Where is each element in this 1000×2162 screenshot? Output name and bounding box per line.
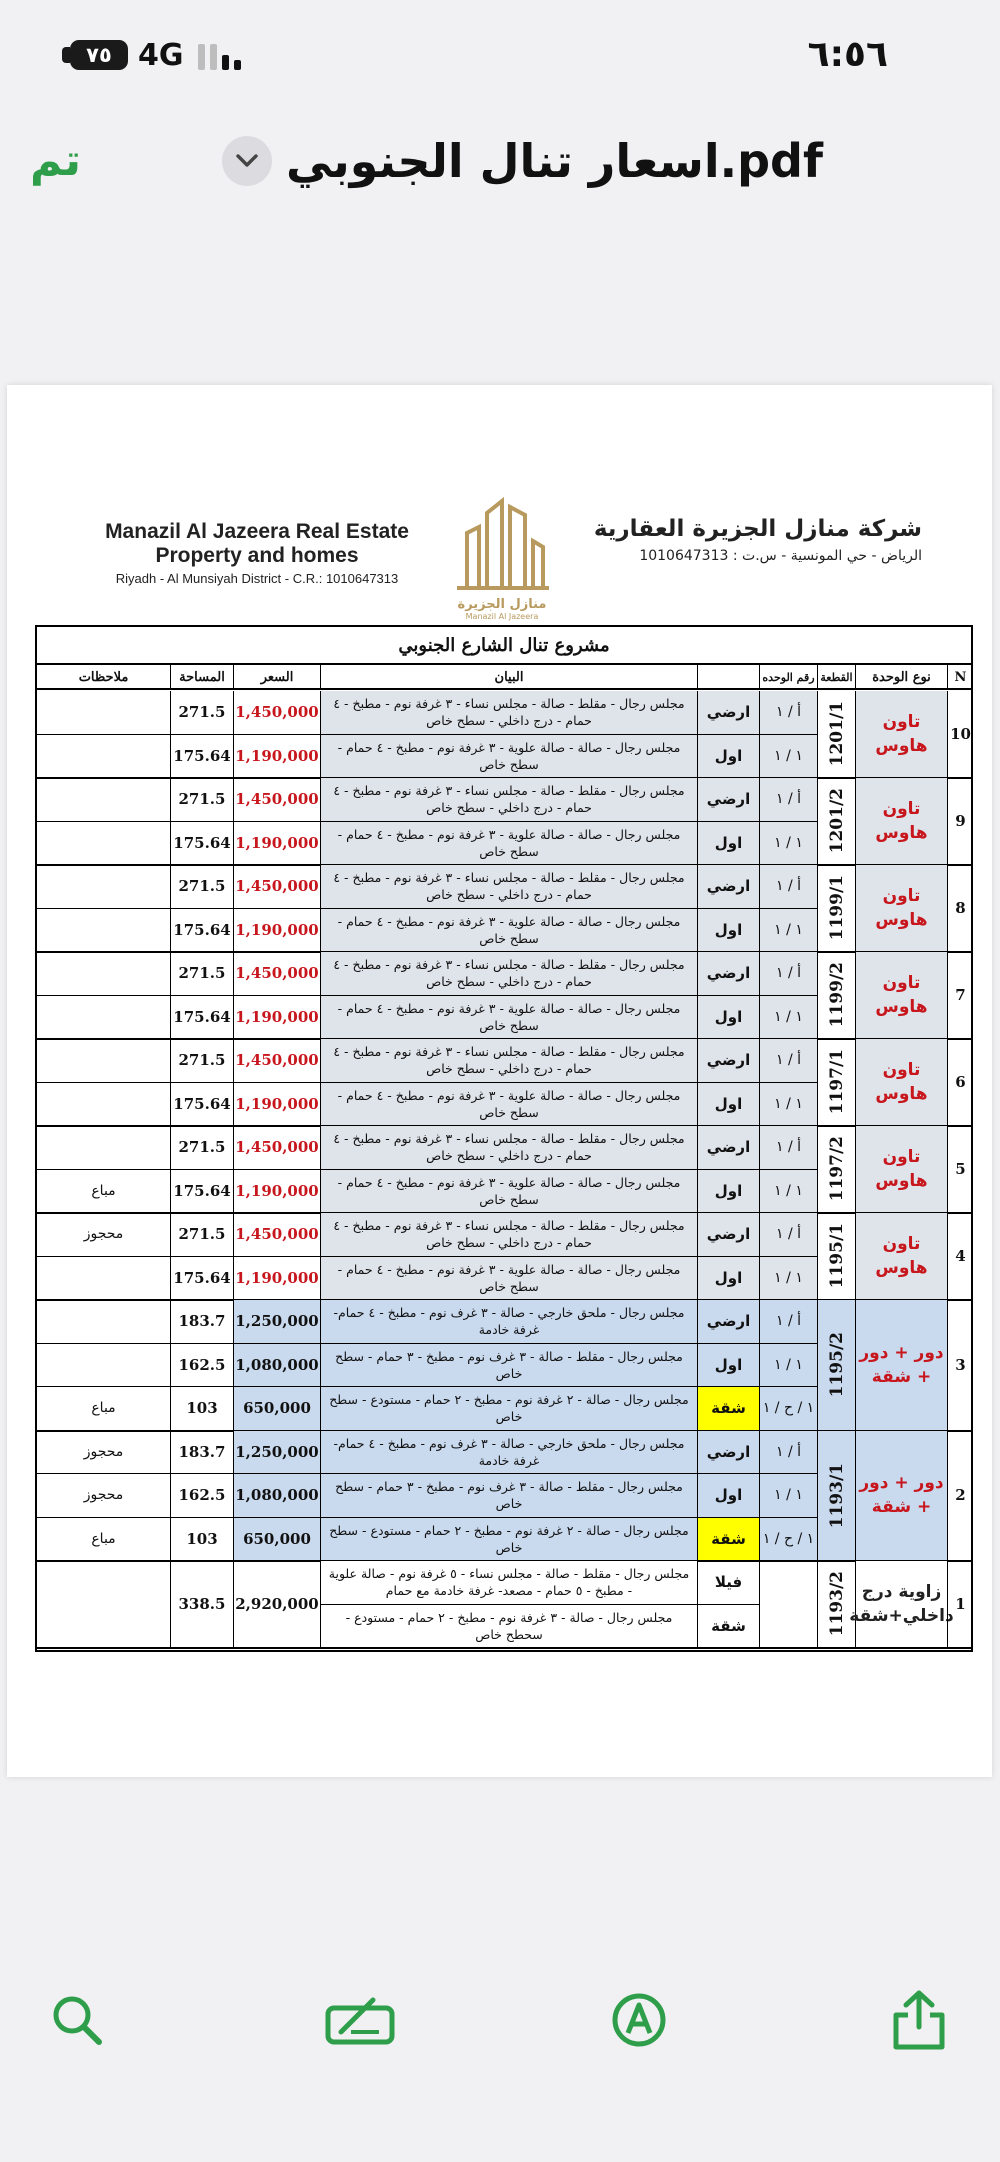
unit-price: 1,190,000 — [233, 909, 320, 953]
unit-level: ارضي — [697, 1431, 759, 1475]
unit-price: 1,190,000 — [233, 822, 320, 866]
unit-price: 1,450,000 — [233, 865, 320, 909]
unit-type-label: تاون هاوس — [875, 886, 928, 930]
row-index-label: 7 — [955, 986, 966, 1004]
unit-number: ١ / ١ — [759, 1257, 817, 1301]
unit-price: 1,450,000 — [233, 778, 320, 822]
unit-note — [37, 778, 170, 822]
plot-label: 1197/1 — [826, 1049, 847, 1115]
header-desc: البيان — [320, 665, 697, 690]
plot-label: 1193/2 — [826, 1571, 847, 1637]
unit-note — [37, 1257, 170, 1301]
unit-level: اول — [697, 996, 759, 1040]
row-index-label: 5 — [955, 1160, 966, 1178]
unit-note — [37, 1083, 170, 1127]
header-notes: ملاحظات — [37, 665, 170, 690]
unit-number: ١ / ١ — [759, 735, 817, 779]
unit-number: ١ / ح / ١ — [759, 1387, 817, 1431]
unit-type-label: تاون هاوس — [875, 1060, 928, 1104]
row-index — [947, 1213, 973, 1300]
unit-area: 175.64 — [170, 1170, 233, 1214]
unit-number: ١ / ١ — [759, 1474, 817, 1518]
plot-label: 1193/1 — [826, 1462, 847, 1528]
row-index-label: 4 — [955, 1247, 966, 1265]
unit-price: 1,450,000 — [233, 1039, 320, 1083]
unit-area: 175.64 — [170, 735, 233, 779]
unit-type — [855, 865, 947, 952]
annotate-icon[interactable] — [604, 1985, 674, 2055]
unit-price: 650,000 — [233, 1387, 320, 1431]
battery-icon: ٧٥ — [70, 40, 128, 70]
unit-level: شقة — [697, 1518, 759, 1562]
plot-number — [817, 1213, 855, 1300]
unit-type — [855, 1300, 947, 1431]
plot-number — [817, 865, 855, 952]
header-level — [697, 665, 759, 690]
share-icon[interactable] — [884, 1985, 954, 2055]
unit-description: مجلس رجال - مقلط - صالة - مجلس نساء - ٥ غرفة نوم - صالة علوية - مطبخ - ٥ حمام - مصعد- غرفة خادمة مع حمام — [320, 1561, 697, 1605]
unit-number: ١ / ١ — [759, 822, 817, 866]
plot-label: 1201/2 — [826, 788, 847, 854]
unit-type-label: دور + دور + شقة — [859, 1342, 944, 1387]
unit-level: اول — [697, 1474, 759, 1518]
unit-description: مجلس رجال - مقلط - صالة - مجلس نساء - ٣ غرفة نوم - مطبخ - ٤ حمام - درج داخلي - سطح خاص — [320, 865, 697, 909]
unit-number: أ / ١ — [759, 1039, 817, 1083]
unit-price: 1,190,000 — [233, 996, 320, 1040]
unit-level: شقة — [697, 1387, 759, 1431]
unit-number: ١ / ١ — [759, 1170, 817, 1214]
unit-price: 1,190,000 — [233, 1083, 320, 1127]
unit-price: 1,250,000 — [233, 1300, 320, 1344]
unit-description: مجلس رجال - مقلط - صالة - مجلس نساء - ٣ غرفة نوم - مطبخ - ٤ حمام - درج داخلي - سطح خاص — [320, 1213, 697, 1257]
unit-note — [37, 1039, 170, 1083]
unit-type-label: تاون هاوس — [875, 799, 928, 843]
unit-description: مجلس رجال - مقلط - صالة - ٣ غرف نوم - مطبخ - ٣ حمام - سطح خاص — [320, 1344, 697, 1388]
battery-tip — [62, 47, 70, 63]
unit-note — [37, 1344, 170, 1388]
unit-area: 183.7 — [170, 1431, 233, 1475]
unit-number: ١ / ١ — [759, 1083, 817, 1127]
unit-level: اول — [697, 1170, 759, 1214]
unit-number: أ / ١ — [759, 691, 817, 735]
document-title-bar[interactable] — [222, 128, 823, 194]
unit-area: 271.5 — [170, 778, 233, 822]
unit-area: 103 — [170, 1387, 233, 1431]
unit-price: 1,450,000 — [233, 691, 320, 735]
unit-level: ارضي — [697, 778, 759, 822]
unit-number: أ / ١ — [759, 778, 817, 822]
unit-note: مباع — [37, 1518, 170, 1562]
unit-type — [849, 1561, 954, 1648]
unit-note — [37, 691, 170, 735]
unit-area: 162.5 — [170, 1344, 233, 1388]
unit-level: اول — [697, 1344, 759, 1388]
plot-number — [817, 1126, 855, 1213]
unit-note: محجوز — [37, 1474, 170, 1518]
unit-price: 1,190,000 — [233, 735, 320, 779]
unit-type — [855, 778, 947, 865]
unit-area: 175.64 — [170, 1083, 233, 1127]
unit-note: محجوز — [37, 1431, 170, 1475]
company-en-line1: Manazil Al Jazeera Real Estate — [105, 520, 409, 543]
unit-number: أ / ١ — [759, 1431, 817, 1475]
company-name-ar — [592, 516, 922, 564]
unit-note: مباع — [37, 1387, 170, 1431]
row-index — [947, 1561, 973, 1648]
header-unit: رقم الوحده — [759, 665, 817, 690]
unit-note: محجوز — [37, 1213, 170, 1257]
unit-level: ارضي — [697, 865, 759, 909]
row-index — [947, 1300, 973, 1431]
unit-note — [37, 865, 170, 909]
unit-area: 271.5 — [170, 1039, 233, 1083]
row-index-label: 8 — [955, 899, 966, 917]
plot-number — [817, 1039, 855, 1126]
company-en-line2: Property and homes — [155, 544, 359, 567]
unit-level: ارضي — [697, 1126, 759, 1170]
unit-level: ارضي — [697, 1213, 759, 1257]
plot-label: 1197/2 — [826, 1136, 847, 1202]
unit-area: 162.5 — [170, 1474, 233, 1518]
unit-price: 650,000 — [233, 1518, 320, 1562]
logo-text-en: Manazil Al Jazeera — [465, 612, 539, 621]
unit-price: 1,080,000 — [233, 1344, 320, 1388]
row-index — [947, 691, 973, 778]
unit-level: ارضي — [697, 1039, 759, 1083]
unit-price: 1,190,000 — [233, 1257, 320, 1301]
unit-type — [855, 952, 947, 1039]
network-label: 4G — [138, 38, 184, 73]
unit-price: 2,920,000 — [233, 1561, 320, 1648]
plot-number — [817, 1300, 855, 1431]
unit-area: 175.64 — [170, 996, 233, 1040]
unit-area: 271.5 — [170, 691, 233, 735]
unit-type-label: تاون هاوس — [875, 973, 928, 1017]
company-en-line3: Riyadh - Al Munsiyah District - C.R.: 1010647313 — [115, 571, 399, 586]
plot-number — [817, 778, 855, 865]
unit-price: 1,190,000 — [233, 1170, 320, 1214]
unit-area: 175.64 — [170, 1257, 233, 1301]
unit-price: 1,450,000 — [233, 952, 320, 996]
company-ar-line1: شركة منازل الجزيرة العقارية — [593, 516, 922, 542]
unit-note — [37, 909, 170, 953]
unit-price: 1,080,000 — [233, 1474, 320, 1518]
unit-note: مباع — [37, 1170, 170, 1214]
unit-description: مجلس رجال - مقلط - صالة - مجلس نساء - ٣ غرفة نوم - مطبخ - ٤ حمام - درج داخلي - سطح خاص — [320, 1126, 697, 1170]
unit-type-label: تاون هاوس — [875, 712, 928, 756]
unit-type — [855, 1431, 947, 1562]
unit-number: ١ / ١ — [759, 1344, 817, 1388]
unit-description: مجلس رجال - صالة - صالة علوية - ٣ غرفة نوم - مطبخ - ٤ حمام - سطح خاص — [320, 996, 697, 1040]
company-ar-line2: الرياض - حي المونسية - س.ت : 1010647313 — [639, 548, 922, 564]
markup-icon[interactable] — [322, 1985, 398, 2055]
unit-note — [37, 996, 170, 1040]
unit-level: اول — [697, 1257, 759, 1301]
unit-description: مجلس رجال - صالة - ٢ غرفة نوم - مطبخ - ٢ حمام - مستودع - سطح خاص — [320, 1387, 697, 1431]
unit-level: شقة — [697, 1605, 759, 1649]
unit-description: مجلس رجال - ملحق خارجي - صالة - ٣ غرف نوم - مطبخ - ٤ حمام-غرفة خادمة — [320, 1300, 697, 1344]
unit-price: 1,450,000 — [233, 1213, 320, 1257]
unit-area: 271.5 — [170, 1126, 233, 1170]
unit-number — [759, 1561, 817, 1648]
row-index-label: 10 — [950, 725, 971, 743]
header-area: المساحة — [170, 665, 233, 690]
row-index-label: 6 — [955, 1073, 966, 1091]
unit-number: ١ / ١ — [759, 996, 817, 1040]
unit-description: مجلس رجال - صالة - صالة علوية - ٣ غرفة نوم - مطبخ - ٤ حمام - سطح خاص — [320, 909, 697, 953]
unit-level: ارضي — [697, 1300, 759, 1344]
unit-price: 1,250,000 — [233, 1431, 320, 1475]
header-n: N — [947, 665, 973, 690]
header-plot: القطعة — [817, 665, 855, 690]
unit-level: ارضي — [697, 952, 759, 996]
unit-description: مجلس رجال - صالة - صالة علوية - ٣ غرفة نوم - مطبخ - ٤ حمام - سطح خاص — [320, 822, 697, 866]
unit-description: مجلس رجال - ملحق خارجي - صالة - ٣ غرف نوم - مطبخ - ٤ حمام-غرفة خادمة — [320, 1431, 697, 1475]
plot-label: 1199/1 — [826, 875, 847, 941]
unit-area: 271.5 — [170, 1213, 233, 1257]
unit-area: 271.5 — [170, 952, 233, 996]
row-index — [947, 1126, 973, 1213]
document-title: اسعار تنال الجنوبي.pdf — [286, 134, 823, 188]
unit-type-label: زاوية درج داخلي+شقة — [849, 1582, 954, 1626]
header-type: نوع الوحدة — [855, 665, 947, 690]
unit-price: 1,450,000 — [233, 1126, 320, 1170]
company-logo — [447, 493, 557, 625]
unit-description: مجلس رجال - مقلط - صالة - ٣ غرف نوم - مطبخ - ٣ حمام - سطح خاص — [320, 1474, 697, 1518]
unit-description: مجلس رجال - صالة - صالة علوية - ٣ غرفة نوم - مطبخ - ٤ حمام - سطح خاص — [320, 1083, 697, 1127]
row-index-label: 9 — [955, 812, 966, 830]
plot-number — [817, 952, 855, 1039]
unit-level: اول — [697, 1083, 759, 1127]
row-index-label: 3 — [955, 1355, 966, 1374]
unit-type — [855, 1213, 947, 1300]
unit-description: مجلس رجال - مقلط - صالة - مجلس نساء - ٣ غرفة نوم - مطبخ - ٤ حمام - درج داخلي - سطح خاص — [320, 691, 697, 735]
done-button[interactable]: تم — [30, 135, 82, 186]
unit-note — [37, 1300, 170, 1344]
unit-number: ١ / ح / ١ — [759, 1518, 817, 1562]
unit-level: اول — [697, 735, 759, 779]
unit-number: ١ / ١ — [759, 909, 817, 953]
unit-note — [37, 1126, 170, 1170]
unit-description: مجلس رجال - مقلط - صالة - مجلس نساء - ٣ غرفة نوم - مطبخ - ٤ حمام - درج داخلي - سطح خاص — [320, 778, 697, 822]
unit-number: أ / ١ — [759, 1213, 817, 1257]
unit-description: مجلس رجال - صالة - صالة علوية - ٣ غرفة نوم - مطبخ - ٤ حمام - سطح خاص — [320, 735, 697, 779]
header-price: السعر — [233, 665, 320, 690]
unit-area: 183.7 — [170, 1300, 233, 1344]
unit-type — [855, 691, 947, 778]
unit-note — [37, 735, 170, 779]
unit-description: مجلس رجال - مقلط - صالة - مجلس نساء - ٣ غرفة نوم - مطبخ - ٤ حمام - درج داخلي - سطح خاص — [320, 1039, 697, 1083]
unit-type-label: تاون هاوس — [875, 1147, 928, 1191]
unit-area: 103 — [170, 1518, 233, 1562]
row-index — [947, 865, 973, 952]
unit-type-label: تاون هاوس — [875, 1234, 928, 1278]
table-title: مشروع تنال الشارع الجنوبي — [37, 627, 971, 665]
logo-text-ar: منازل الجزيرة — [457, 597, 547, 612]
plot-label: 1195/1 — [826, 1223, 847, 1289]
unit-number: أ / ١ — [759, 1300, 817, 1344]
plot-label: 1201/1 — [826, 701, 847, 767]
unit-note — [37, 952, 170, 996]
unit-type — [855, 1126, 947, 1213]
unit-number: أ / ١ — [759, 1126, 817, 1170]
row-index — [947, 778, 973, 865]
unit-type-label: دور + دور + شقة — [859, 1473, 944, 1518]
plot-number — [817, 691, 855, 778]
row-index — [947, 952, 973, 1039]
unit-description: مجلس رجال - مقلط - صالة - مجلس نساء - ٣ غرفة نوم - مطبخ - ٤ حمام - درج داخلي - سطح خاص — [320, 952, 697, 996]
unit-note — [37, 1561, 170, 1648]
status-bar — [0, 0, 1000, 120]
search-icon[interactable] — [42, 1985, 112, 2055]
unit-level: فيلا — [697, 1561, 759, 1605]
unit-number: أ / ١ — [759, 865, 817, 909]
price-table — [35, 625, 973, 1652]
unit-description: مجلس رجال - صالة - ٢ غرفة نوم - مطبخ - ٢ حمام - مستودع - سطح خاص — [320, 1518, 697, 1562]
unit-area: 271.5 — [170, 865, 233, 909]
unit-area: 175.64 — [170, 822, 233, 866]
plot-number — [817, 1431, 855, 1562]
unit-note — [37, 822, 170, 866]
plot-label: 1199/2 — [826, 962, 847, 1028]
unit-area: 338.5 — [170, 1561, 233, 1648]
unit-area: 175.64 — [170, 909, 233, 953]
unit-number: أ / ١ — [759, 952, 817, 996]
unit-type — [855, 1039, 947, 1126]
unit-description: مجلس رجال - صالة - ٣ غرفة نوم - مطبخ - ٢ حمام - مستودع - سحطح خاص — [320, 1605, 697, 1649]
group-divider — [37, 1647, 973, 1649]
company-name-en — [77, 520, 437, 586]
unit-level: ارضي — [697, 691, 759, 735]
row-index — [947, 1431, 973, 1562]
pdf-page[interactable] — [7, 385, 992, 1777]
unit-description: مجلس رجال - صالة - صالة علوية - ٣ غرفة نوم - مطبخ - ٤ حمام - سطح خاص — [320, 1257, 697, 1301]
row-index-label: 2 — [955, 1486, 966, 1505]
row-index — [947, 1039, 973, 1126]
row-index-label: 1 — [955, 1595, 966, 1613]
unit-level: اول — [697, 822, 759, 866]
unit-description: مجلس رجال - صالة - صالة علوية - ٣ غرفة نوم - مطبخ - ٤ حمام - سطح خاص — [320, 1170, 697, 1214]
unit-level: اول — [697, 909, 759, 953]
clock: ٦:٥٦ — [807, 34, 888, 75]
plot-label: 1195/2 — [826, 1332, 847, 1398]
chevron-down-icon[interactable] — [222, 136, 272, 186]
signal-icon — [198, 44, 246, 70]
